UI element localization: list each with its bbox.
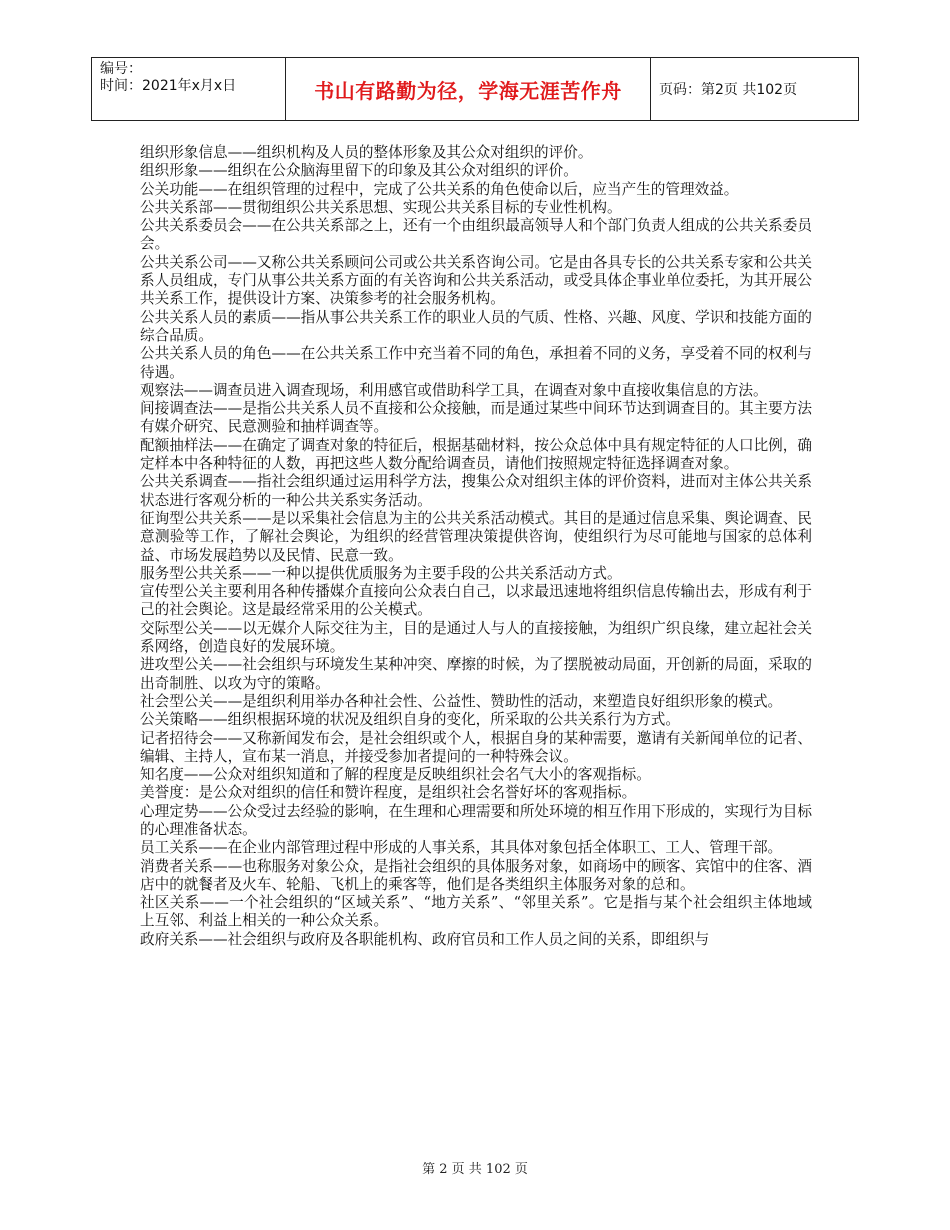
- header-table: [91, 57, 859, 121]
- paragraph: 配额抽样法——在确定了调查对象的特征后，根据基础材料，按公众总体中具有规定特征的人口比例，确定样本中各种特征的人数，再把这些人数分配给调查员，请他们按照规定特征选择调查对象。: [140, 436, 812, 473]
- paragraph: 美誉度：是公众对组织的信任和赞许程度，是组织社会名誉好坏的客观指标。: [140, 784, 637, 802]
- paragraph: 公关功能——在组织管理的过程中，完成了公共关系的角色使命以后，应当产生的管理效益。: [140, 180, 739, 198]
- paragraph: 进攻型公关——社会组织与环境发生某种冲突、摩擦的时候，为了摆脱被动局面，开创新的局面，采取的出奇制胜、以攻为守的策略。: [140, 656, 812, 692]
- paragraph: 服务型公共关系——一种以提供优质服务为主要手段的公共关系活动方式。: [140, 564, 622, 582]
- paragraph: 记者招待会——又称新闻发布会，是社会组织或个人，根据自身的某种需要，邀请有关新闻单位的记者、编辑、主持人，宣布某一消息，并接受参加者提问的一种特殊会议。: [140, 729, 812, 765]
- paragraph: 公共关系人员的角色——在公共关系工作中充当着不同的角色，承担着不同的义务，享受着不同的权利与待遇。: [140, 345, 812, 381]
- paragraph: 社会型公关——是组织利用举办各种社会性、公益性、赞助性的活动，来塑造良好组织形象的模式。: [140, 692, 783, 710]
- header-motto: 书山有路勤为径，学海无涯苦作舟: [286, 58, 651, 120]
- paragraph: 员工关系——在企业内部管理过程中形成的人事关系，其具体对象包括全体职工、工人、管理干部。: [140, 839, 783, 857]
- paragraph: 征询型公共关系——是以采集社会信息为主的公共关系活动模式。其目的是通过信息采集、舆论调查、民意测验等工作，了解社会舆论，为组织的经营管理决策提供咨询，使组织行为尽可能地与国家的总体利益、市场发展趋势以及民情、民意一致。: [140, 509, 812, 564]
- document-body: [140, 144, 812, 949]
- paragraph: 公共关系部——贯彻组织公共关系思想、实现公共关系目标的专业性机构。: [140, 198, 622, 216]
- number-label: 编号：: [100, 61, 142, 77]
- header-meta: [92, 58, 286, 120]
- paragraph: 心理定势——公众受过去经验的影响，在生理和心理需要和所处环境的相互作用下形成的，实现行为目标的心理准备状态。: [140, 802, 812, 838]
- paragraph: 宣传型公关主要利用各种传播媒介直接向公众表白自己，以求最迅速地将组织信息传输出去，形成有利于己的社会舆论。这是最经常采用的公关模式。: [140, 583, 812, 619]
- paragraph: 消费者关系——也称服务对象公众，是指社会组织的具体服务对象，如商场中的顾客、宾馆中的住客、酒店中的就餐者及火车、轮船、飞机上的乘客等，他们是各类组织主体服务对象的总和。: [140, 857, 812, 893]
- paragraph: 公共关系公司——又称公共关系顾问公司或公共关系咨询公司。它是由各具专长的公共关系专家和公共关系人员组成，专门从事公共关系方面的有关咨询和公共关系活动，或受具体企事业单位委托，为其开展公共关系工作，提供设计方案、决策参考的社会服务机构。: [140, 253, 812, 308]
- paragraph: 公共关系人员的素质——指从事公共关系工作的职业人员的气质、性格、兴趣、风度、学识和技能方面的综合品质。: [140, 308, 812, 344]
- paragraph: 公关策略——组织根据环境的状况及组织自身的变化，所采取的公共关系行为方式。: [140, 711, 680, 729]
- paragraph: 间接调查法——是指公共关系人员不直接和公众接触，而是通过某些中间环节达到调查目的。其主要方法有媒介研究、民意测验和抽样调查等。: [140, 400, 812, 436]
- paragraph: 交际型公关——以无媒介人际交往为主，目的是通过人与人的直接接触，为组织广织良缘，建立起社会关系网络，创造良好的发展环境。: [140, 619, 812, 656]
- paragraph: 观察法——调查员进入调查现场，利用感官或借助科学工具，在调查对象中直接收集信息的方法。: [140, 381, 768, 399]
- paragraph: 社区关系——一个社会组织的“区域关系”、“地方关系”、“邻里关系”。它是指与某个社会组织主体地域上互邻、利益上相关的一种公众关系。: [140, 894, 812, 930]
- header-page-info: 页码：第2页 共102页: [659, 82, 798, 98]
- time-label: 时间：2021年x月x日: [100, 78, 237, 94]
- paragraph: 公共关系委员会——在公共关系部之上，还有一个由组织最高领导人和个部门负责人组成的公共关系委员会。: [140, 217, 812, 253]
- paragraph: 知名度——公众对组织知道和了解的程度是反映组织社会名气大小的客观指标。: [140, 766, 651, 784]
- paragraph: 组织形象信息——组织机构及人员的整体形象及其公众对组织的评价。: [140, 144, 593, 161]
- paragraph: 组织形象——组织在公众脑海里留下的印象及其公众对组织的评价。: [140, 162, 578, 180]
- paragraph: 公共关系调查——指社会组织通过运用科学方法，搜集公众对组织主体的评价资料，进而对主体公共关系状态进行客观分析的一种公共关系实务活动。: [140, 473, 812, 509]
- paragraph: 政府关系——社会组织与政府及各职能机构、政府官员和工作人员之间的关系，即组织与: [140, 930, 710, 948]
- page-footer: 第 2 页 共 102 页: [422, 1162, 528, 1177]
